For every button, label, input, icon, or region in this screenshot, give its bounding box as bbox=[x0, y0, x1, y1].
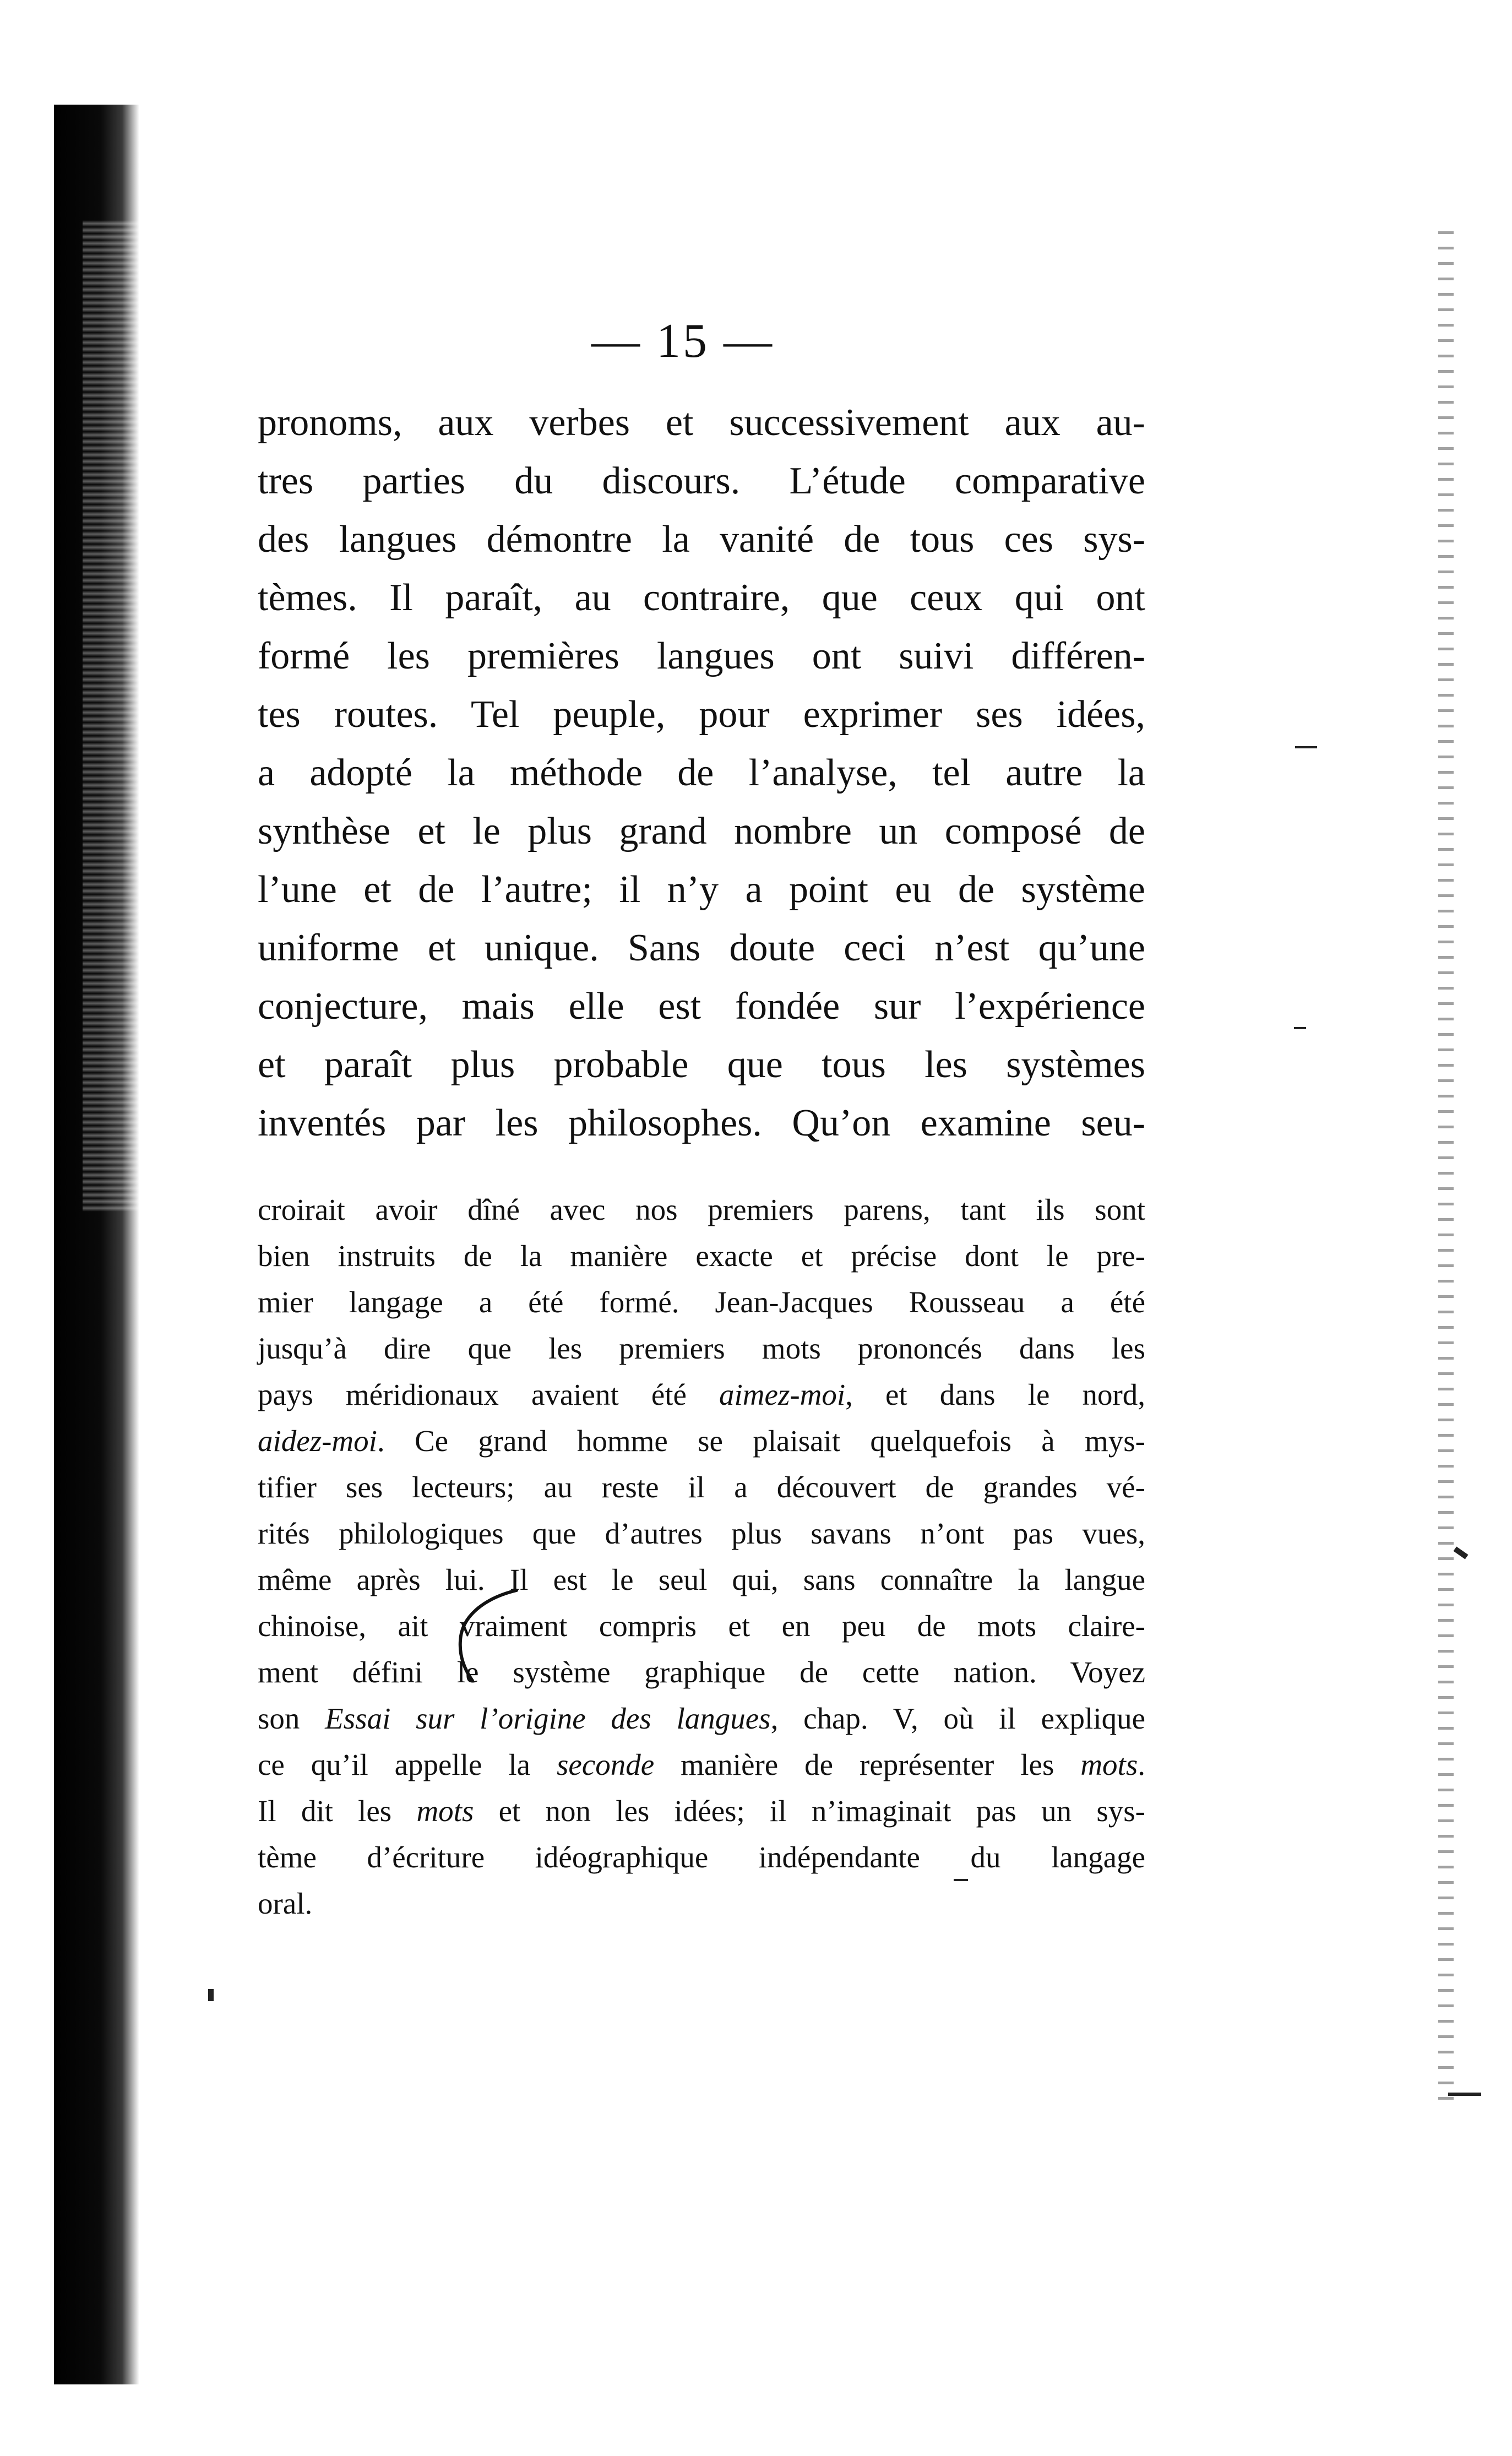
stray-speck bbox=[954, 1879, 968, 1881]
main-text-line: a adopté la méthode de l’analyse, tel autre la bbox=[258, 752, 1145, 794]
main-text-line: l’une et de l’autre; il n’y a point eu de système bbox=[258, 868, 1145, 911]
footnote-line bbox=[258, 1464, 1145, 1510]
main-text-line: tèmes. Il paraît, au contraire, que ceux qui ont bbox=[258, 577, 1145, 619]
footnote-text: Il dit les bbox=[258, 1794, 417, 1828]
footnote-line bbox=[258, 1742, 1145, 1788]
footnote-italic: Essai sur l’origine des langues bbox=[325, 1702, 771, 1735]
footnote-line bbox=[258, 1418, 1145, 1464]
footnote-line bbox=[258, 1834, 1145, 1881]
stray-speck bbox=[1295, 746, 1317, 748]
footnote-line bbox=[258, 1557, 1145, 1603]
footnote-text: son bbox=[258, 1702, 325, 1735]
footnote-line bbox=[258, 1788, 1145, 1834]
footnote-text: oral. bbox=[258, 1887, 313, 1920]
footnote-text: rités philologiques que d’autres plus savans n’ont pas vues, bbox=[258, 1517, 1145, 1550]
main-text-line: des langues démontre la vanité de tous ces sys- bbox=[258, 518, 1145, 561]
footnote-italic: mots bbox=[1080, 1748, 1138, 1781]
footnote-italic: mots bbox=[416, 1794, 474, 1828]
footnote-text: , et dans le nord, bbox=[845, 1378, 1146, 1411]
footnote-text: même après lui. Il est le seul qui, sans connaître la langue bbox=[258, 1563, 1145, 1596]
footnote-line bbox=[258, 1325, 1145, 1372]
main-text-line: tres parties du discours. L’étude comparative bbox=[258, 460, 1145, 502]
footnote-text: manière de représenter les bbox=[654, 1748, 1081, 1781]
footnote-block bbox=[258, 1187, 1145, 1927]
footnote-text: croirait avoir dîné avec nos premiers parens, tant ils sont bbox=[258, 1193, 1145, 1226]
footnote-text: tifier ses lecteurs; au reste il a découvert de grandes vé- bbox=[258, 1470, 1145, 1504]
footnote-text: chinoise, ait vraiment compris et en peu de mots claire- bbox=[258, 1609, 1145, 1643]
footnote-line bbox=[258, 1510, 1145, 1557]
footnote-line bbox=[258, 1881, 1145, 1927]
footnote-text: et non les idées; il n’imaginait pas un sys- bbox=[474, 1794, 1145, 1828]
main-text-line: uniforme et unique. Sans doute ceci n’est qu’une bbox=[258, 927, 1145, 969]
main-text-block bbox=[258, 394, 1145, 1153]
footnote-line bbox=[258, 1279, 1145, 1325]
stray-speck bbox=[1294, 1027, 1306, 1029]
footnote-italic: aidez-moi bbox=[258, 1424, 377, 1458]
main-text-line: inventés par les philosophes. Qu’on examine seu- bbox=[258, 1102, 1145, 1144]
footnote-line bbox=[258, 1696, 1145, 1742]
scan-gutter-texture bbox=[83, 220, 143, 1211]
footnote-text: pays méridionaux avaient été bbox=[258, 1378, 720, 1411]
footnote-line bbox=[258, 1187, 1145, 1233]
scan-edge-noise bbox=[1438, 231, 1454, 2104]
footnote-text: bien instruits de la manière exacte et précise dont le pre- bbox=[258, 1239, 1145, 1273]
main-text-line: synthèse et le plus grand nombre un composé de bbox=[258, 810, 1145, 852]
footnote-line bbox=[258, 1603, 1145, 1649]
main-text-line: et paraît plus probable que tous les systèmes bbox=[258, 1044, 1145, 1086]
footnote-text: . Ce grand homme se plaisait quelquefois à mys- bbox=[377, 1424, 1145, 1458]
footnote-line bbox=[258, 1649, 1145, 1696]
footnote-text: ment défini le système graphique de cette nation. Voyez bbox=[258, 1655, 1145, 1689]
page-number: — 15 — bbox=[591, 314, 774, 368]
main-text-line: tes routes. Tel peuple, pour exprimer ses idées, bbox=[258, 693, 1145, 736]
handwritten-mark bbox=[450, 1580, 527, 1685]
footnote-italic: seconde bbox=[557, 1748, 655, 1781]
main-text-line: conjecture, mais elle est fondée sur l’expérience bbox=[258, 985, 1145, 1028]
footnote-text: , chap. V, où il explique bbox=[770, 1702, 1146, 1735]
footnote-text: mier langage a été formé. Jean-Jacques Rousseau a été bbox=[258, 1285, 1145, 1319]
footnote-text: tème d’écriture idéographique indépendante du langage bbox=[258, 1840, 1145, 1874]
footnote-line bbox=[258, 1233, 1145, 1279]
main-text-line: formé les premières langues ont suivi différen- bbox=[258, 635, 1145, 677]
footnote-text: ce qu’il appelle la bbox=[258, 1748, 557, 1781]
footnote-text: jusqu’à dire que les premiers mots prononcés dans les bbox=[258, 1332, 1145, 1365]
stray-speck bbox=[1453, 1546, 1468, 1559]
scan-edge-mark bbox=[1448, 2093, 1481, 2096]
footnote-line bbox=[258, 1372, 1145, 1418]
footnote-italic: aimez-moi bbox=[719, 1378, 846, 1411]
footnote-text: . bbox=[1138, 1748, 1145, 1781]
stray-speck bbox=[208, 1989, 214, 2001]
main-text-line: pronoms, aux verbes et successivement aux au- bbox=[258, 401, 1145, 444]
